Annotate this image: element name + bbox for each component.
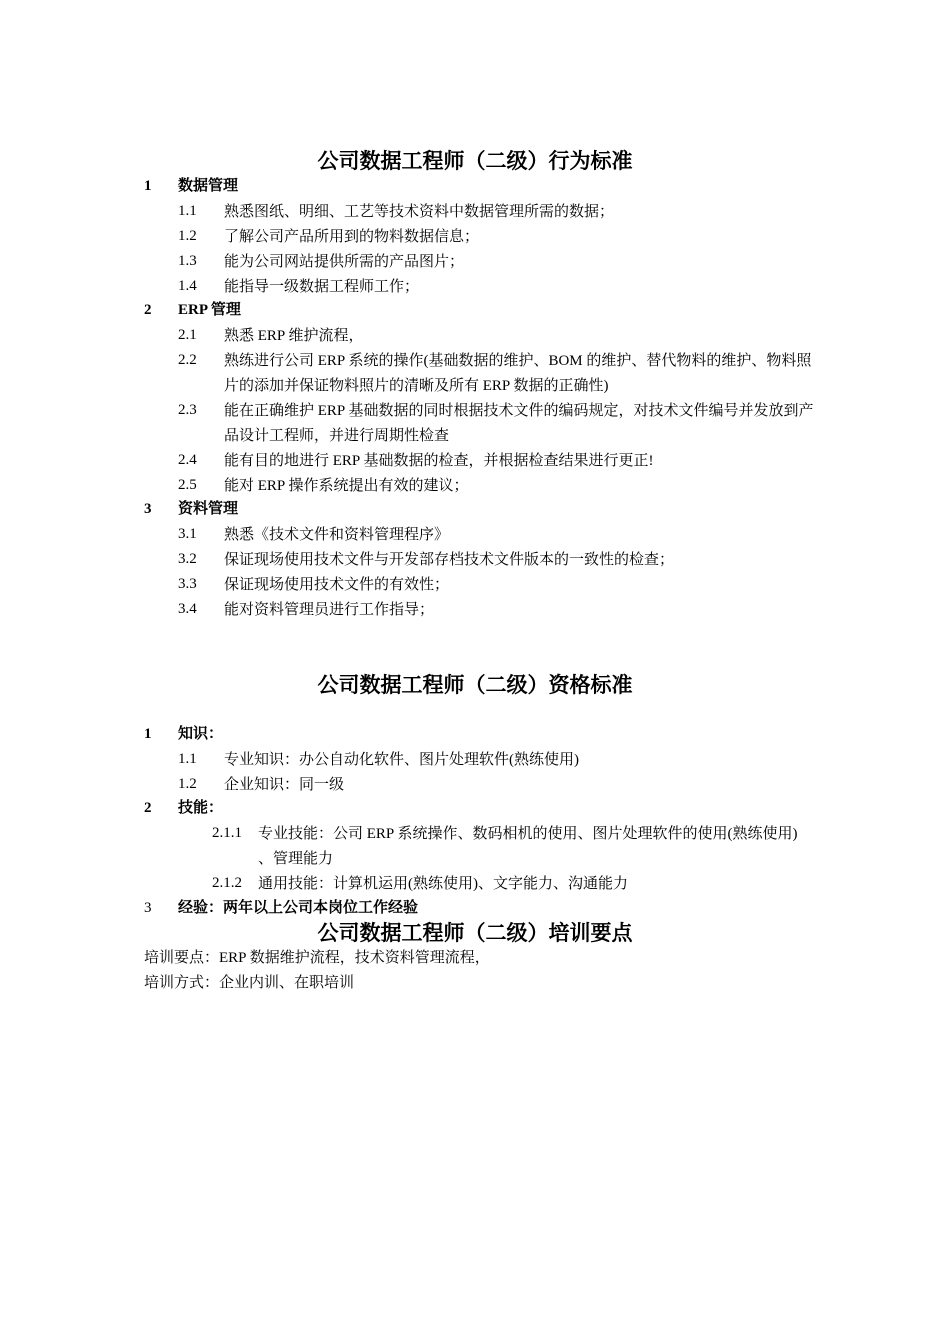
item-number: 2.5 — [178, 477, 197, 493]
item-text: 熟悉《技术文件和资料管理程序》 — [224, 527, 450, 543]
item-number: 1.3 — [178, 253, 197, 269]
section-number: 2 — [144, 800, 152, 816]
training-method: 培训方式：企业内训、在职培训 — [144, 975, 355, 991]
item-text: 专业知识：办公自动化软件、图片处理软件(熟练使用) — [224, 752, 579, 768]
item-text: 企业知识：同一级 — [224, 777, 345, 793]
item-number: 2.1.1 — [212, 825, 242, 841]
item-number: 3.4 — [178, 601, 197, 617]
item-number: 2.2 — [178, 352, 197, 368]
item-text: 能为公司网站提供所需的产品图片； — [224, 254, 465, 270]
item-number: 2.3 — [178, 402, 197, 418]
item-number: 2.4 — [178, 452, 197, 468]
item-number: 1.2 — [178, 228, 197, 244]
training-title: 公司数据工程师（二级）培训要点 — [317, 921, 633, 945]
experience-label: 经验： — [178, 900, 224, 916]
section-title: 数据管理 — [178, 178, 239, 194]
item-text: 能对 ERP 操作系统提出有效的建议； — [224, 478, 469, 494]
section-number: 1 — [144, 178, 152, 194]
item-text: 通用技能：计算机运用(熟练使用)、文字能力、沟通能力 — [258, 876, 628, 892]
item-text: 能在正确维护 ERP 基础数据的同时根据技术文件的编码规定，对技术文件编号并发放到产品设计工程师，并进行周期性检查 — [224, 403, 814, 444]
training-points: 培训要点：ERP 数据维护流程，技术资料管理流程， — [144, 950, 490, 966]
qualification-title: 公司数据工程师（二级）资格标准 — [317, 673, 633, 697]
section-number: 3 — [144, 900, 152, 916]
behavior-title: 公司数据工程师（二级）行为标准 — [317, 149, 633, 173]
section-title: ERP 管理 — [178, 302, 241, 318]
item-text: 能对资料管理员进行工作指导； — [224, 602, 435, 618]
item-text: 保证现场使用技术文件与开发部存档技术文件版本的一致性的检查； — [224, 552, 675, 568]
section-title: 知识： — [178, 726, 224, 742]
item-text: 保证现场使用技术文件的有效性； — [224, 577, 450, 593]
experience-text: 两年以上公司本岗位工作经验 — [223, 900, 419, 916]
item-text: 熟悉图纸、明细、工艺等技术资料中数据管理所需的数据； — [224, 204, 615, 220]
item-text: 熟练进行公司 ERP 系统的操作(基础数据的维护、BOM 的维护、替代物料的维护、物料照片的添加并保证物料照片的清晰及所有 ERP 数据的正确性) — [224, 353, 812, 394]
item-text: 专业技能：公司 ERP 系统操作、数码相机的使用、图片处理软件的使用(熟练使用) 、管理能力 — [258, 826, 798, 867]
item-number: 2.1.2 — [212, 875, 242, 891]
item-number: 2.1 — [178, 327, 197, 343]
item-number: 1.1 — [178, 203, 197, 219]
item-text: 熟悉 ERP 维护流程， — [224, 328, 364, 344]
section-title: 资料管理 — [178, 501, 239, 517]
section-number: 3 — [144, 501, 152, 517]
item-text: 了解公司产品所用到的物料数据信息； — [224, 229, 480, 245]
item-number: 3.2 — [178, 551, 197, 567]
item-text: 能有目的地进行 ERP 基础数据的检查，并根据检查结果进行更正! — [224, 453, 654, 469]
section-title: 技能： — [178, 800, 224, 816]
item-number: 3.3 — [178, 576, 197, 592]
item-number: 3.1 — [178, 526, 197, 542]
section-number: 2 — [144, 302, 152, 318]
section-number: 1 — [144, 726, 152, 742]
item-number: 1.1 — [178, 751, 197, 767]
item-number: 1.4 — [178, 278, 197, 294]
experience-line — [178, 897, 418, 919]
item-number: 1.2 — [178, 776, 197, 792]
item-text: 能指导一级数据工程师工作； — [224, 279, 420, 295]
